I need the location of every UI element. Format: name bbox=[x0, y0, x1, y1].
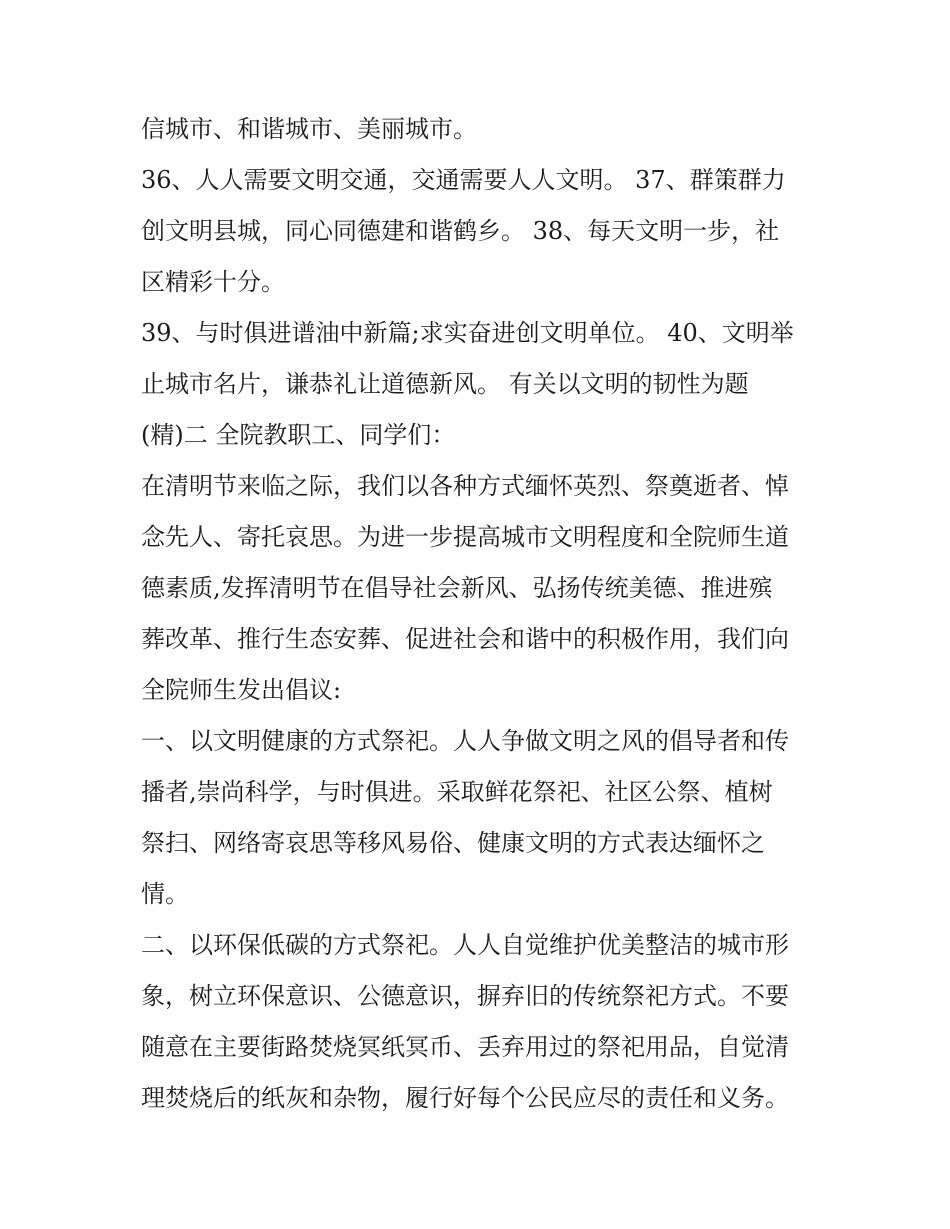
text-line: 36、人人需要文明交通，交通需要人人文明。 37、群策群力 bbox=[141, 166, 786, 194]
text-line: 情。 bbox=[141, 880, 189, 908]
text-line: 区精彩十分。 bbox=[141, 268, 285, 296]
text-line: 念先人、寄托哀思。为进一步提高城市文明程度和全院师生道 bbox=[141, 523, 789, 551]
text-line: 39、与时俱进谱油中新篇;求实奋进创文明单位。 40、文明举 bbox=[141, 319, 794, 347]
text-line: 在清明节来临之际，我们以各种方式缅怀英烈、祭奠逝者、悼 bbox=[141, 472, 789, 500]
text-line: 葬改革、推行生态安葬、促进社会和谐中的积极作用，我们向 bbox=[141, 625, 789, 653]
text-line: (精)二 全院教职工、同学们： bbox=[141, 421, 456, 449]
text-line: 二、以环保低碳的方式祭祀。人人自觉维护优美整洁的城市形 bbox=[141, 931, 789, 959]
text-line: 止城市名片，谦恭礼让道德新风。 有关以文明的韧性为题 bbox=[141, 370, 749, 398]
text-line: 播者,崇尚科学，与时俱进。采取鲜花祭祀、社区公祭、植树 bbox=[141, 778, 773, 806]
text-line: 祭扫、网络寄哀思等移风易俗、健康文明的方式表达缅怀之 bbox=[141, 829, 765, 857]
text-line: 德素质,发挥清明节在倡导社会新风、弘扬传统美德、推进殡 bbox=[141, 574, 773, 602]
text-line: 全院师生发出倡议: bbox=[141, 676, 342, 704]
text-line: 随意在主要街路焚烧冥纸冥币、丢弃用过的祭祀用品，自觉清 bbox=[141, 1033, 789, 1061]
text-line: 信城市、和谐城市、美丽城市。 bbox=[141, 115, 477, 143]
text-line: 象，树立环保意识、公德意识，摒弃旧的传统祭祀方式。不要 bbox=[141, 982, 789, 1010]
text-line: 创文明县城，同心同德建和谐鹤乡。 38、每天文明一步，社 bbox=[141, 217, 780, 245]
text-line: 理焚烧后的纸灰和杂物，履行好每个公民应尽的责任和义务。 bbox=[141, 1084, 789, 1112]
text-line: 一、以文明健康的方式祭祀。人人争做文明之风的倡导者和传 bbox=[141, 727, 789, 755]
